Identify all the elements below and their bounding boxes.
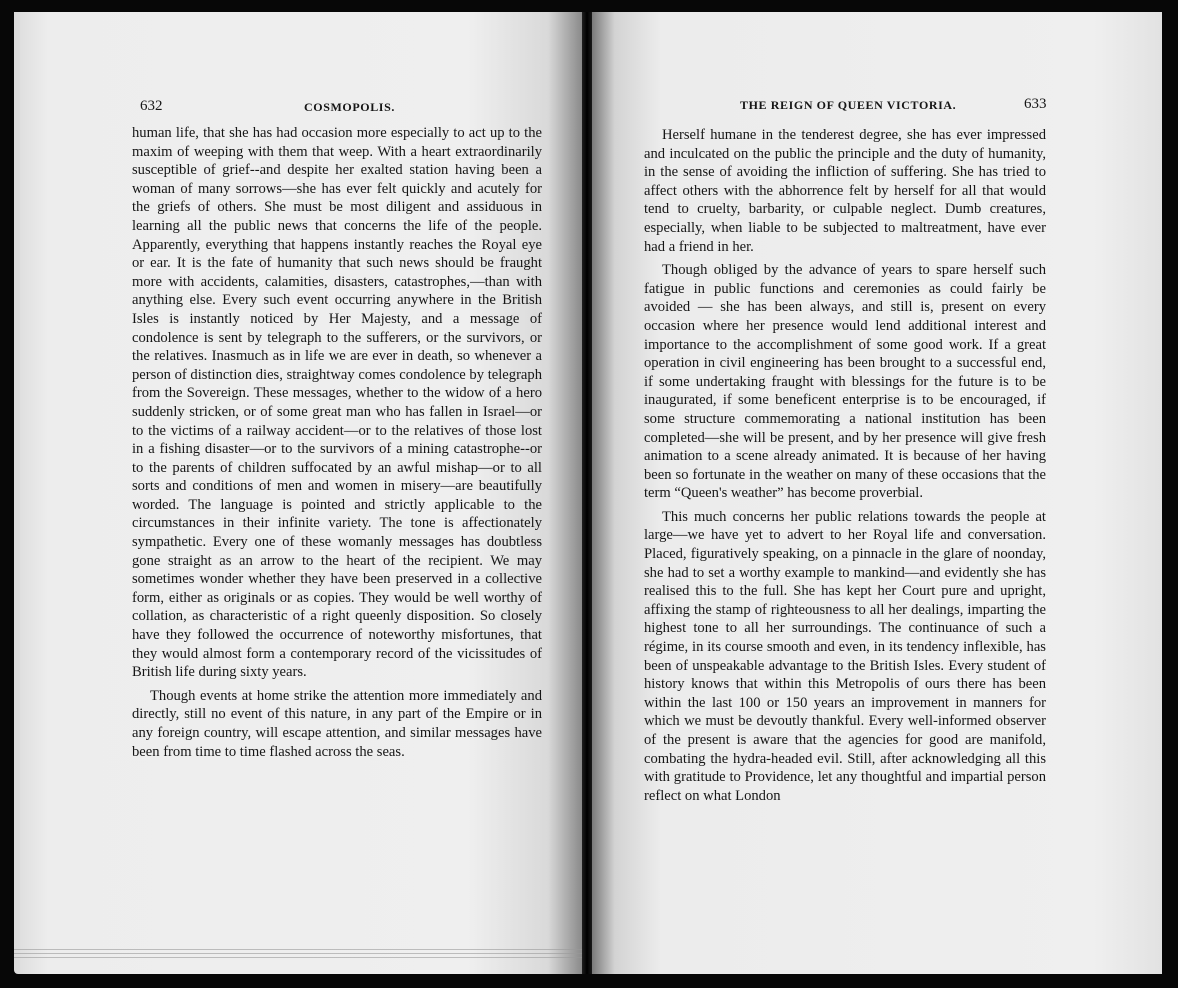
book-gutter: [582, 12, 592, 974]
body-text: [644, 126, 1046, 805]
page-number: 633: [1024, 96, 1047, 112]
paragraph: human life, that she has had occasion more especially to act up to the maxim of weeping with them that weep. With a heart extraordinarily susceptible of grief--and despite her exalted station having been a woman of many sorrows—she has ever felt quickly and acutely for the griefs of others. She must be most diligent and assiduous in learning all the public news that concerns the life of the people. Apparently, everything that happens instantly reaches the Royal eye or ear. It is the fate of humanity that such news should be fraught more with accidents, calamities, disasters, catastrophes,—than with anything else. Every such event occurring anywhere in the British Isles is instantly noticed by Her Majesty, and a message of condolence is sent by telegraph to the sufferers, or the survivors, or the relatives. Inasmuch as in life we are ever in death, so whenever a person of distinction dies, straightway comes condolence by telegraph from the Sovereign. These messages, whether to the widow of a hero suddenly stricken, or of some great man who has fallen in Israel—or to the victims of a railway accident—or to the relatives of those lost in a fishing disaster—or to the survivors of a mining catastrophe--or to the parents of children suffocated by an awful mishap—or to all sorts and conditions of men and women in misery—are beautifully worded. The language is pointed and strictly applicable to the circumstances in their infinite variety. The tone is affectionately sympathetic. Every one of these womanly messages has doubtless gone straight as an arrow to the heart of the recipient. We may sometimes wonder whether they have been preserved in a collective form, either as originals or as copies. They would be well worthy of collation, as characteristic of a right queenly disposition. So closely have they followed the occurrence of noteworthy misfortunes, that they would almost form a contemporary record of the vicissitudes of British life during sixty years.: [132, 125, 542, 681]
running-head: THE REIGN OF QUEEN VICTORIA.: [740, 98, 957, 112]
paragraph: Though events at home strike the attention more immediately and directly, still no event of this nature, in any part of the Empire or in any foreign country, will escape attention, and similar messages have been from time to time flashed across the seas.: [132, 687, 542, 760]
page-edges: [14, 946, 582, 966]
paragraph: Though obliged by the advance of years to spare herself such fatigue in public functions and ceremonies as could fairly be avoided — she has been always, and still is, present on every occasion where her presence would lend additional interest and importance to the accomplishment of some good work. If a great operation in civil engineering has been brought to a successful end, if some undertaking fraught with blessings for the future is to be inaugurated, if some beneficent enterprise is to be encouraged, if some structure commemorating a national institution has been completed—she will be present, and by her presence will give fresh animation to a scene already animated. It is because of her having been so fortunate in the weather on many of these occasions that the term “Queen's weather” has become proverbial.: [644, 262, 1046, 502]
body-text: [132, 124, 542, 761]
right-page: [592, 12, 1162, 974]
left-page: [14, 12, 582, 974]
paragraph: This much concerns her public relations towards the people at large—we have yet to advert to her Royal life and conversation. Placed, figuratively speaking, on a pinnacle in the glare of noonday, she had to set a worthy example to mankind—and evidently she has realised this to the full. She has kept her Court pure and upright, affixing the stamp of righteousness to all her dealings, imparting the highest tone to all her surroundings. The continuance of such a régime, in its course smooth and even, in its tendency inflexible, has been of unspeakable advantage to the British Isles. Every student of history knows that within this Metropolis of ours there has been within the last 100 or 150 years an improvement in manners for which we must be devoutly thankful. Every well-informed observer of the present is aware that the agencies for good are manifold, combating the hydra-headed evil. Still, after acknowledging all this with gratitude to Providence, let any thoughtful and impartial person reflect on what London: [644, 508, 1046, 804]
running-head: COSMOPOLIS.: [304, 100, 395, 114]
page-number: 632: [140, 98, 163, 114]
paragraph: Herself humane in the tenderest degree, she has ever impressed and inculcated on the public the principle and the duty of humanity, in the sense of avoiding the infliction of suffering. She has tried to affect others with the abhorrence felt by herself for all that would tend to cruelty, barbarity, or culpable neglect. Dumb creatures, especially, when liable to be subjected to maltreatment, have ever had a friend in her.: [644, 127, 1046, 255]
